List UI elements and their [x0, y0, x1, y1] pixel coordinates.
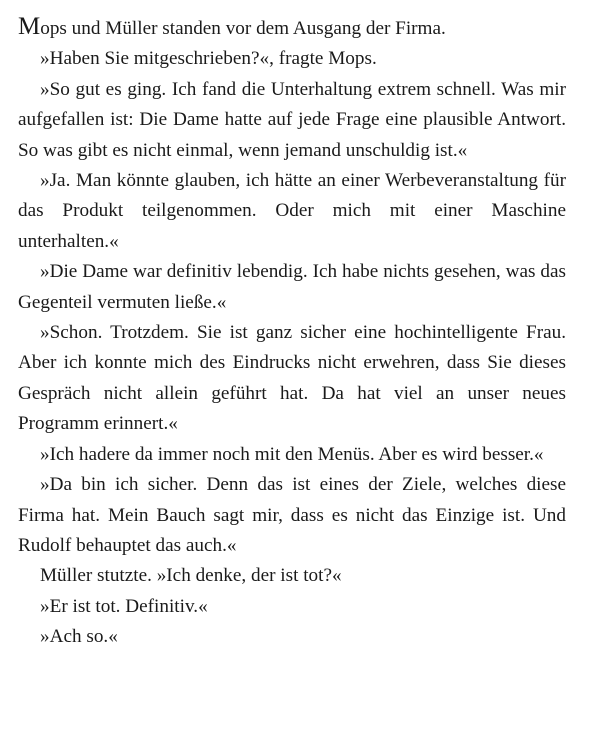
paragraph: »Ich hadere da immer noch mit den Menüs. Aber es wird besser.«: [40, 443, 544, 465]
paragraph: Müller stutzte. »Ich denke, der ist tot?«: [40, 565, 342, 587]
initial-letter: M: [18, 13, 41, 40]
paragraph: »Er ist tot. Definitiv.«: [40, 595, 208, 617]
paragraph: »Da bin ich sicher. Denn das ist eines der Ziele, welches diese Firma hat. Mein Bauch sagt mir, dass es nicht das Einzige ist. Und Rudolf behauptet das auch.«: [18, 474, 566, 556]
paragraph-opening: [18, 14, 566, 44]
paragraph: »So gut es ging. Ich fand die Unterhaltung extrem schnell. Was mir aufgefallen ist: Die Dame hatte auf jede Frage eine plausible Antwort. So was gibt es nicht einmal, wenn jemand unschuldig ist.«: [18, 78, 566, 161]
paragraph: »Haben Sie mitgeschrieben?«, fragte Mops.: [40, 48, 377, 70]
book-page: [18, 14, 566, 653]
paragraph: »Die Dame war definitiv lebendig. Ich habe nichts gesehen, was das Gegenteil vermuten ließe.«: [18, 261, 566, 313]
paragraph: »Ach so.«: [40, 626, 118, 648]
paragraph-text: ops und Müller standen vor dem Ausgang der Firma.: [40, 18, 446, 39]
paragraph: »Ja. Man könnte glauben, ich hätte an einer Werbeveranstaltung für das Produkt teilgenommen. Oder mich mit einer Maschine unterhalten.«: [18, 170, 566, 252]
paragraph: »Schon. Trotzdem. Sie ist ganz sicher eine hochintelligente Frau. Aber ich konnte mich des Eindrucks nicht erwehren, dass Sie dieses Gespräch nicht allein geführt hat. Da hat viel an unser neues Programm erinnert.«: [18, 322, 566, 435]
